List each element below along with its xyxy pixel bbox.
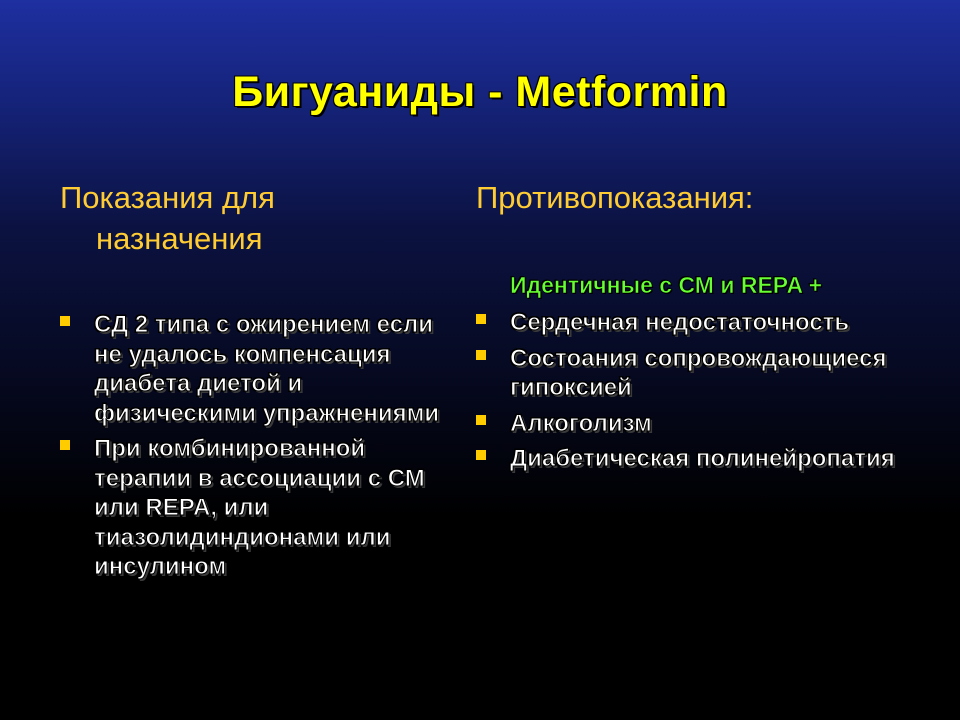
list-item-text: Диабетическая полинейропатия — [510, 445, 895, 472]
list-item — [476, 409, 936, 439]
indications-heading — [60, 177, 460, 259]
contraindications-subheading: Идентичные с СМ и REPA + — [510, 272, 823, 298]
contraindications-heading: Противопоказания: — [476, 180, 754, 215]
bullet-square-icon — [60, 440, 70, 450]
slide-title: Бигуаниды - Metformin — [232, 68, 728, 116]
list-item — [476, 344, 936, 403]
list-item — [60, 310, 450, 428]
list-item-text: Алкоголизм — [510, 409, 652, 437]
indications-list — [60, 310, 450, 588]
bullet-square-icon — [476, 415, 486, 425]
list-item-text: СД 2 типа с ожирением если не удалось компенсация диабета диетой и физическими упражнениями — [94, 311, 440, 427]
contraindications-list — [476, 308, 936, 480]
indications-heading-line2: назначения — [96, 221, 263, 256]
list-item-text: При комбинированной терапии в ассоциации с СМ или REPA, или тиазолидиндионами или инсулином — [94, 435, 425, 580]
indications-heading-line1: Показания для — [60, 180, 275, 215]
bullet-square-icon — [476, 450, 486, 460]
list-item — [60, 434, 450, 582]
list-item-text: Сердечная недостаточность — [510, 309, 850, 336]
bullet-square-icon — [476, 350, 486, 360]
list-item — [476, 444, 936, 474]
bullet-square-icon — [476, 314, 486, 324]
bullet-square-icon — [60, 316, 70, 326]
list-item — [476, 308, 936, 338]
list-item-text: Состоания сопровождающиеся гипоксией — [510, 344, 887, 401]
